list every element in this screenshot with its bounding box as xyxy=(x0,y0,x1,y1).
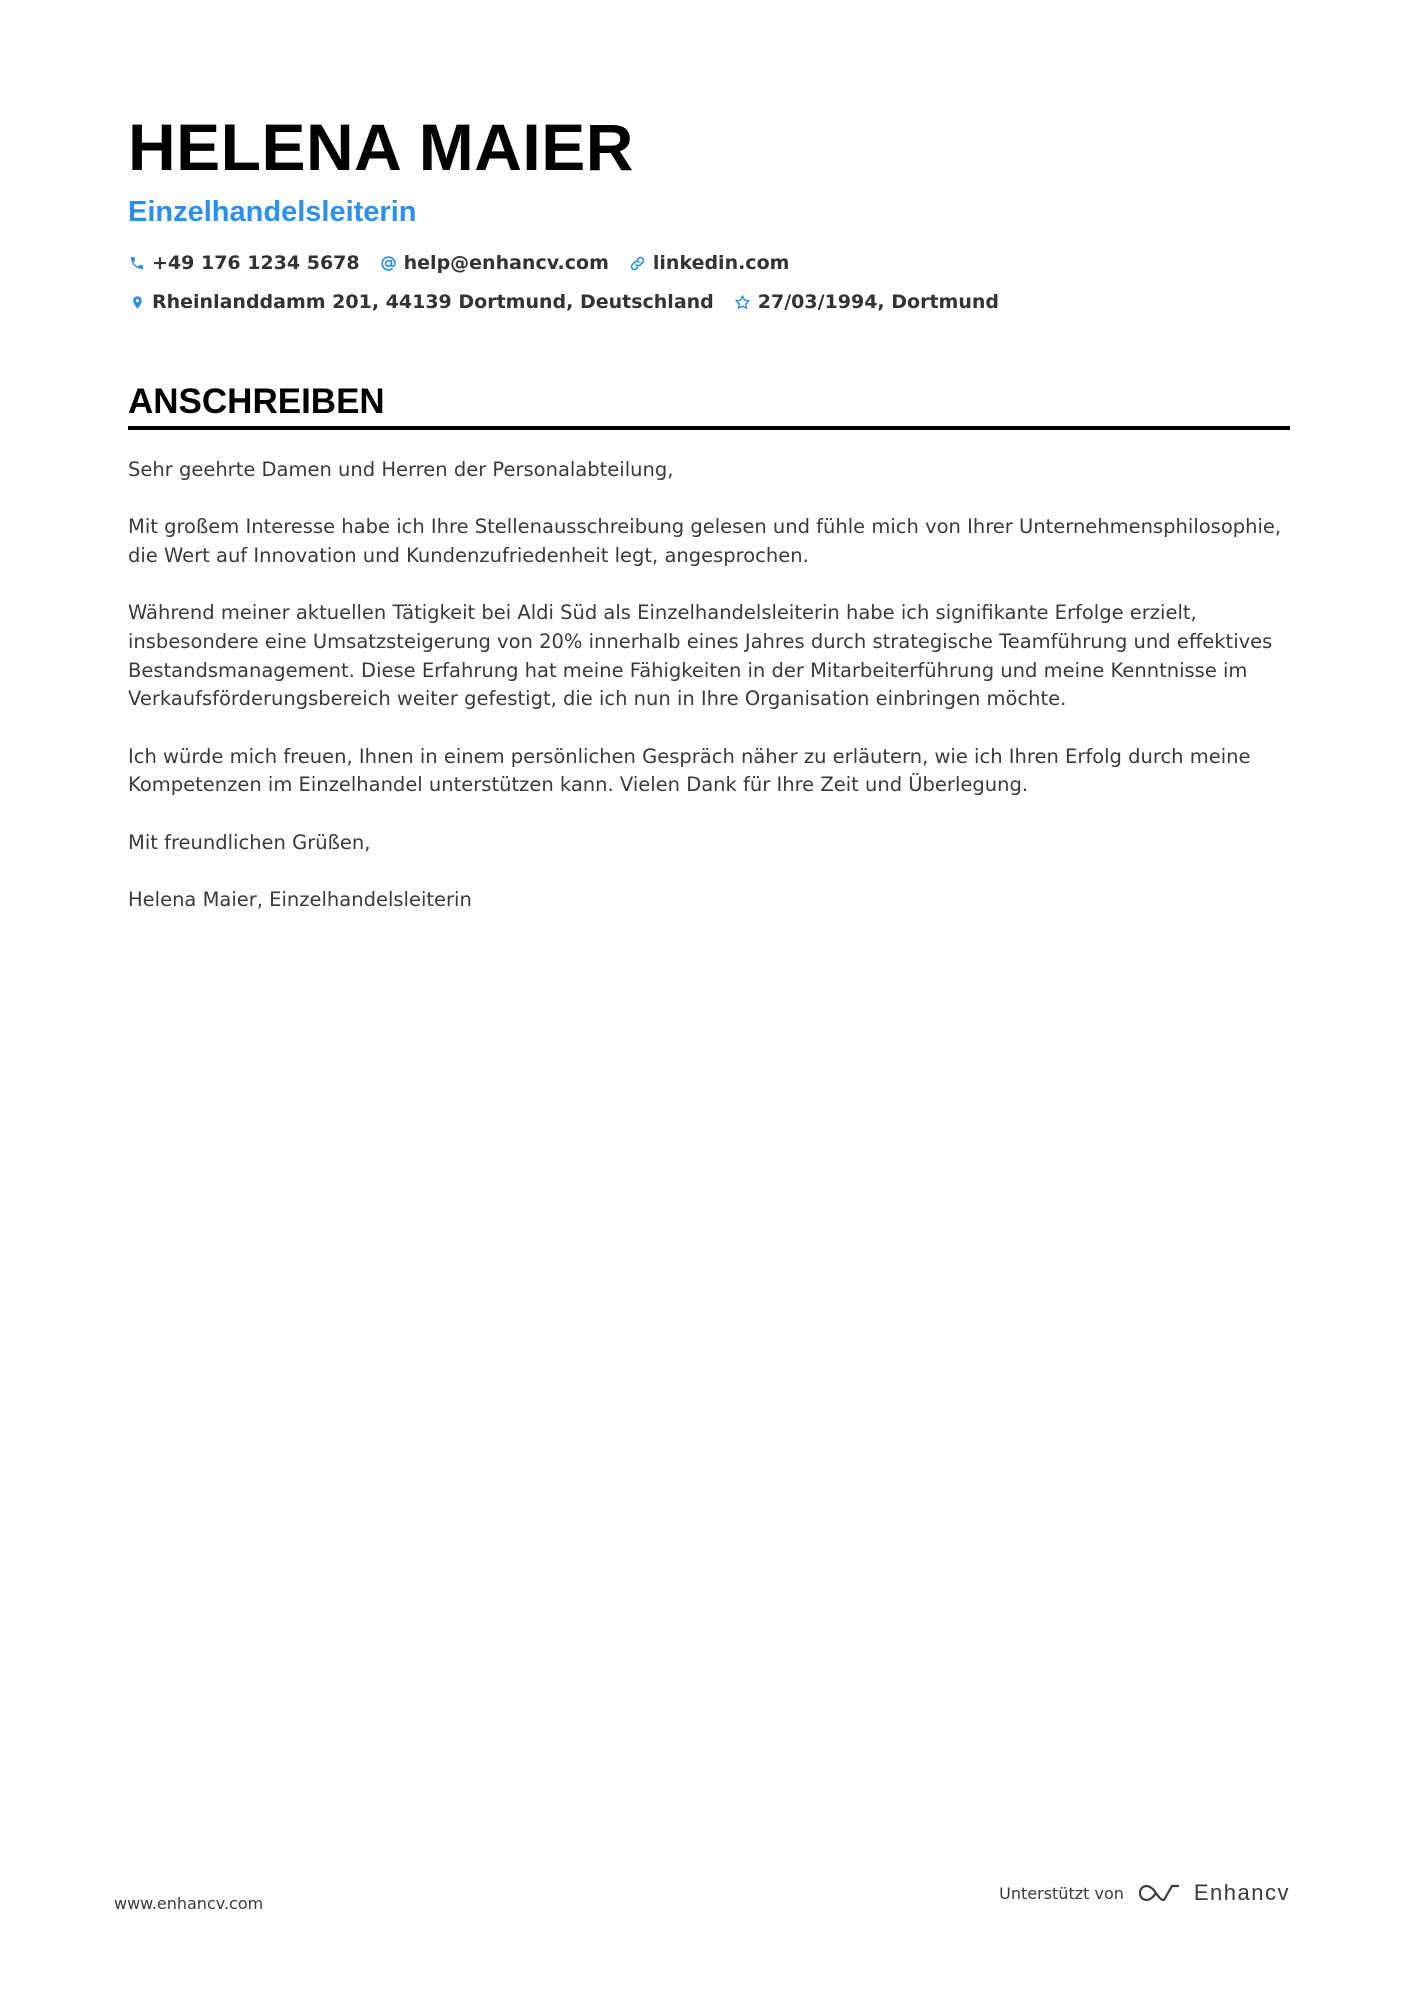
powered-by-text: Unterstützt von xyxy=(999,1883,1124,1903)
phone-text: +49 176 1234 5678 xyxy=(152,252,360,274)
contact-birth xyxy=(734,291,999,313)
cover-letter-section xyxy=(128,382,1290,915)
letter-greeting: Sehr geehrte Damen und Herren der Personalabteilung, xyxy=(128,458,674,481)
phone-icon xyxy=(128,254,146,272)
applicant-name: HELENA MAIER xyxy=(128,110,634,184)
contact-phone xyxy=(128,252,360,274)
footer-website[interactable]: www.enhancv.com xyxy=(114,1894,264,1913)
email-text: help@enhancv.com xyxy=(403,252,609,274)
star-icon xyxy=(734,293,752,311)
contact-email xyxy=(380,252,609,274)
letter-paragraph: Mit großem Interesse habe ich Ihre Stellenausschreibung gelesen und fühle mich von Ihrer Unternehmensphilosophie, die Wert auf Innovation und Kundenzufriedenheit legt, angesprochen. xyxy=(128,515,1282,567)
letter-paragraph: Während meiner aktuellen Tätigkeit bei Aldi Süd als Einzelhandelsleiterin habe ich signifikante Erfolge erzielt, insbesondere eine Umsatzsteigerung von 20% innerhalb eines Jahres durch strategische Teamführung und effektives Bestandsmanagement. Diese Erfahrung hat meine Fähigkeiten in der Mitarbeiterführung und meine Kenntnisse im Verkaufsförderungsbereich weiter gefestigt, die ich nun in Ihre Organisation einbringen möchte. xyxy=(128,601,1273,711)
brand-name: Enhancv xyxy=(1193,1880,1290,1905)
cover-letter-page xyxy=(128,110,1290,943)
job-title: Einzelhandelsleiterin xyxy=(128,196,417,228)
letter-signature: Helena Maier, Einzelhandelsleiterin xyxy=(128,888,472,911)
letter-body xyxy=(128,456,1290,915)
contact-info xyxy=(128,250,1290,315)
contact-address xyxy=(128,291,714,313)
linkedin-text: linkedin.com xyxy=(652,252,790,274)
contact-row-1 xyxy=(128,250,1290,276)
contact-linkedin xyxy=(629,252,790,274)
contact-row-2 xyxy=(128,289,1290,315)
footer-branding xyxy=(999,1880,1290,1906)
address-text: Rheinlanddamm 201, 44139 Dortmund, Deutschland xyxy=(152,291,714,313)
birth-text: 27/03/1994, Dortmund xyxy=(757,291,999,313)
location-pin-icon xyxy=(128,293,146,311)
letter-paragraph: Ich würde mich freuen, Ihnen in einem persönlichen Gespräch näher zu erläutern, wie ich Ihren Erfolg durch meine Kompetenzen im Einzelhandel unterstützen kann. Vielen Dank für Ihre Zeit und Überlegung. xyxy=(128,744,1251,797)
link-icon xyxy=(629,254,647,272)
enhancv-logo-icon xyxy=(1136,1881,1182,1905)
section-title: ANSCHREIBEN xyxy=(128,382,1290,430)
letter-closing: Mit freundlichen Grüßen, xyxy=(128,830,371,854)
at-icon xyxy=(380,254,398,272)
